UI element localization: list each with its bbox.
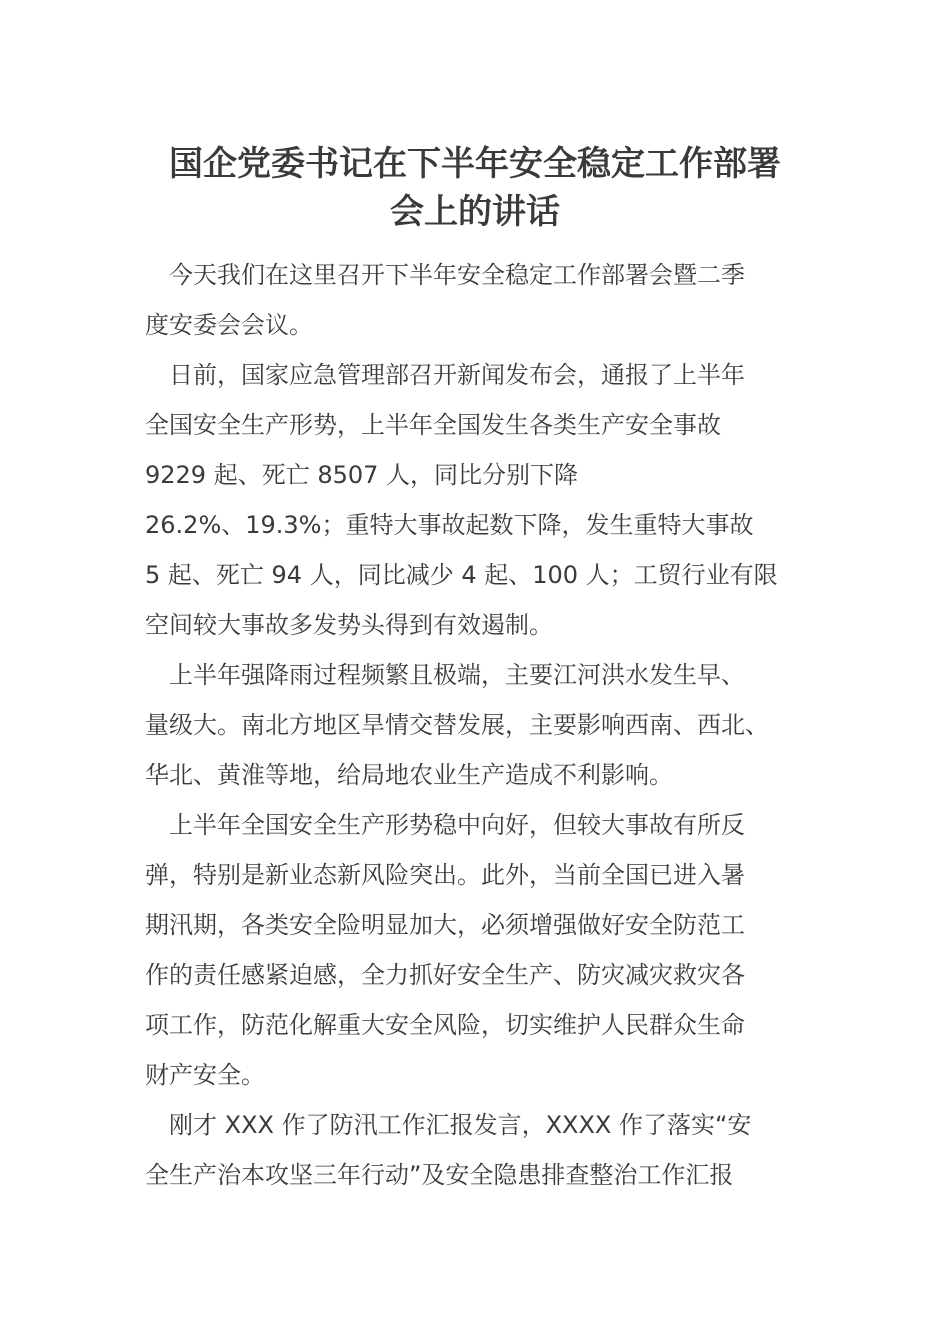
body-line: 作的责任感紧迫感，全力抓好安全生产、防灾减灾救灾各	[145, 961, 745, 989]
body-line: 日前，国家应急管理部召开新闻发布会，通报了上半年	[169, 361, 745, 389]
body-line: 弹，特别是新业态新风险突出。此外，当前全国已进入暑	[145, 861, 745, 889]
document-body	[145, 250, 805, 1200]
body-line: 26.2%、19.3%；重特大事故起数下降，发生重特大事故	[145, 511, 754, 539]
body-line: 项工作，防范化解重大安全风险，切实维护人民群众生命	[145, 1011, 745, 1039]
body-line: 空间较大事故多发势头得到有效遏制。	[145, 611, 553, 639]
body-line: 财产安全。	[145, 1061, 265, 1089]
body-line: 刚才 XXX 作了防汛工作汇报发言，XXXX 作了落实“安	[169, 1111, 752, 1139]
body-line: 9229 起、死亡 8507 人，同比分别下降	[145, 461, 579, 489]
body-line: 上半年强降雨过程频繁且极端，主要江河洪水发生早、	[169, 661, 745, 689]
body-line: 全国安全生产形势，上半年全国发生各类生产安全事故	[145, 411, 721, 439]
body-line: 今天我们在这里召开下半年安全稳定工作部署会暨二季	[169, 261, 745, 289]
body-line: 全生产治本攻坚三年行动”及安全隐患排查整治工作汇报	[145, 1161, 734, 1189]
document-title	[140, 140, 810, 236]
body-line: 度安委会会议。	[145, 311, 313, 339]
body-line: 上半年全国安全生产形势稳中向好，但较大事故有所反	[169, 811, 745, 839]
body-line: 期汛期，各类安全险明显加大，必须增强做好安全防范工	[145, 911, 745, 939]
body-line: 量级大。南北方地区旱情交替发展，主要影响西南、西北、	[145, 711, 769, 739]
title-line-2: 会上的讲话	[390, 192, 560, 232]
title-line-1: 国企党委书记在下半年安全稳定工作部署	[169, 144, 781, 184]
body-line: 华北、黄淮等地，给局地农业生产造成不利影响。	[145, 761, 673, 789]
body-line: 5 起、死亡 94 人，同比减少 4 起、100 人；工贸行业有限	[145, 561, 778, 589]
